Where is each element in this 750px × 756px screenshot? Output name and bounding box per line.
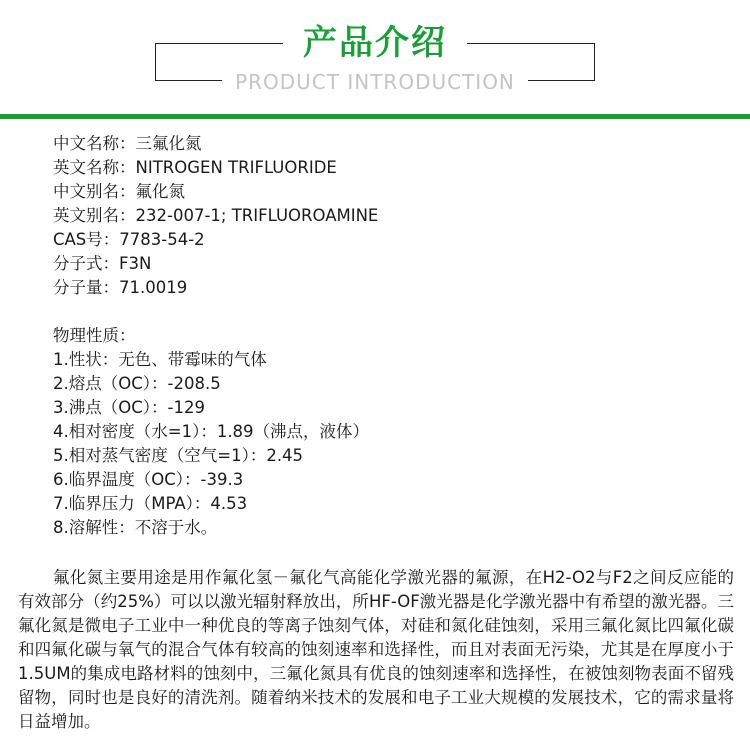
description-paragraph: 氟化氮主要用途是用作氟化氢－氟化气高能化学激光器的氟源，在H2-O2与F2之间反应能的有效部分（约25%）可以以激光辐射释放出，所HF-OF激光器是化学激光器中有希望的激光器。三氟化氮是微电子工业中一种优良的等离子蚀刻气体，对硅和氮化硅蚀刻，采用三氟化氮比四氟化碳和四氟化碳与氧气的混合气体有较高的蚀刻速率和选择性，而且对表面无污染，尤其是在厚度小于1.5UM的集成电路材料的蚀刻中，三氟化氮具有优良的蚀刻速率和选择性，在被蚀刻物表面不留残留物，同时也是良好的清洗剂。随着纳米技术的发展和电子工业大规模的发展技术，它的需求量将日益增加。	[18, 568, 734, 731]
spec-formula: 分子式：F3N	[53, 254, 152, 273]
property-critical-temperature: 6.临界温度（OC）：-39.3	[53, 470, 244, 489]
section-subtitle: PRODUCT INTRODUCTION	[235, 70, 515, 94]
spec-cas-number: CAS号：7783-54-2	[53, 230, 205, 249]
property-melting-point: 2.熔点（OC）：-208.5	[53, 374, 221, 393]
property-solubility: 8.溶解性：不溶于水。	[53, 518, 218, 537]
property-appearance: 1.性状：无色、带霉味的气体	[53, 350, 267, 369]
spec-chinese-alias: 中文别名：氟化氮	[53, 182, 185, 201]
properties-heading: 物理性质：	[53, 326, 136, 345]
property-critical-pressure: 7.临界压力（MPA）：4.53	[53, 494, 248, 513]
spacer	[53, 300, 743, 324]
property-boiling-point: 3.沸点（OC）：-129	[53, 398, 205, 417]
spec-molecular-weight: 分子量：71.0019	[53, 278, 188, 297]
product-specs	[53, 132, 743, 540]
property-relative-density: 4.相对密度（水=1）：1.89（沸点，液体）	[53, 422, 370, 441]
green-divider	[0, 114, 750, 119]
spec-chinese-name: 中文名称：三氟化氮	[53, 134, 202, 153]
section-title: 产品介绍	[303, 23, 447, 63]
property-vapor-density: 5.相对蒸气密度（空气=1）：2.45	[53, 446, 304, 465]
spec-english-alias: 英文别名：232-007-1; TRIFLUOROAMINE	[53, 206, 379, 225]
section-header	[0, 0, 750, 120]
spec-english-name: 英文名称：NITROGEN TRIFLUORIDE	[53, 158, 337, 177]
